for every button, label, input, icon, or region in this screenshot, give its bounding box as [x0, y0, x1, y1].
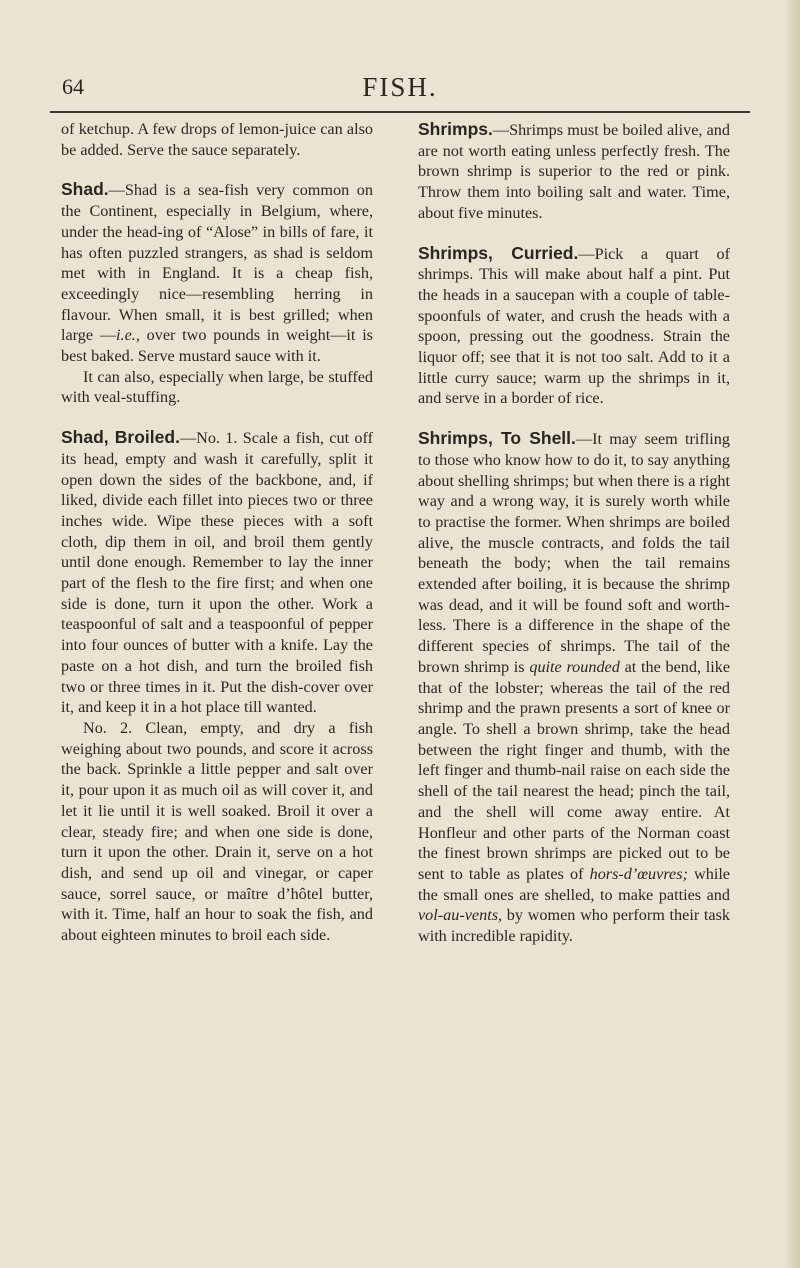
- entry-shrimps-curried: [418, 243, 730, 410]
- page-number: 64: [62, 74, 84, 99]
- entry-text: —Shad is a sea-fish very common on the Continent, especially in Belgium, where, under the head-ing of “Alose” in bills of fare, it has often puzzled strangers, as shad is seldom met with in England. It is a cheap fish, exceedingly nice—resembling herring in flavour. When small, it is best grilled; when large —: [61, 181, 373, 345]
- entry-text: at the bend, like that of the lobster; whereas the tail of the red shrimp and the prawn presents a sort of knee or angle. To shell a brown shrimp, take the head between the right finger and thumb, with the left finger and thumb-nail raise on each side the shell of the tail nearest the head; pinch the tail, and the shell will come away entire. At Honfleur and other parts of the Norman coast the finest brown shrimps are picked out to be sent to table as plates of: [418, 657, 731, 883]
- entry-text: , over two pounds in weight—it is best baked. Serve mustard sauce with it.: [61, 326, 373, 366]
- right-column: [418, 119, 730, 947]
- continuation-paragraph: of ketchup. A few drops of lemon-juice can also be added. Serve the sauce separately.: [61, 120, 373, 159]
- italic-text: quite rounded: [529, 657, 620, 676]
- headword: Shrimps, To Shell.: [418, 428, 576, 449]
- page-header: [50, 72, 750, 106]
- headword: Shrimps, Curried.: [418, 242, 579, 263]
- entry-text: —Shrimps must be boiled alive, and are not worth eating unless perfectly fresh. The brown shrimp is superior to the red or pink. Throw them into boiling salt and water. Time, about five minutes.: [418, 121, 730, 222]
- headword: Shrimps.: [418, 119, 493, 139]
- italic-text: hors-d’œuvres;: [589, 864, 688, 883]
- entry-paragraph: It can also, especially when large, be stuffed with veal-stuffing.: [61, 367, 373, 407]
- entry-paragraph: No. 2. Clean, empty, and dry a fish weighing about two pounds, and score it across the back. Sprinkle a little pepper and salt over it, pour upon it as much oil as will cover it, and let it lie until it is well soaked. Broil it over a clear, steady fire; and when one side is done, turn it upon the other. Drain it, serve on a hot dish, and send up oil and vinegar, or caper sauce, sorrel sauce, or maître d’hôtel butter, with it. Time, half an hour to soak the fish, and about eighteen minutes to broil each side.: [61, 718, 373, 945]
- running-title: FISH.: [362, 72, 438, 102]
- entry-text: —No. 1. Scale a fish, cut off its head, empty and wash it carefully, split it open down the sides of the backbone, and, if liked, divide each fillet into pieces two or three inches wide. Wipe these pieces with a soft cloth, dip them in oil, and broil them gently until done enough. Remember to lay the inner part of the flesh to the fire first; and when one side is done, turn it upon the other. Work a teaspoonful of salt and a teaspoonful of pepper into four ounces of butter with a knife. Lay the paste on a hot dish, and turn the broiled fish two or three times in it. Put the dish-cover over it, and keep it in a hot place till wanted.: [61, 429, 373, 717]
- headword: Shad, Broiled.: [61, 427, 180, 448]
- entry-text: by women who perform their task with incredible rapidity.: [418, 906, 731, 946]
- page-edge: [784, 0, 800, 1268]
- entry-shrimps: [418, 119, 730, 224]
- left-column: [61, 119, 373, 946]
- entry-shad-broiled: [61, 427, 373, 946]
- entry-shrimps-to-shell: [418, 428, 730, 947]
- italic-text: vol-au-vents,: [418, 906, 503, 925]
- entry-text: —Pick a quart of shrimps. This will make about half a pint. Put the heads in a saucepan with a couple of table-spoonfuls of water, and crush the heads with a spoon, pressing out the goodness. Strain the liquor off; see that it is not too salt. Add to it a little curry sauce; warm up the shrimps in it, and serve in a border of rice.: [418, 244, 730, 408]
- italic-text: i.e.: [116, 326, 136, 345]
- headword: Shad.: [61, 179, 109, 200]
- header-rule: [50, 111, 750, 113]
- entry-text: while the small ones are shelled, to make patties and: [418, 864, 730, 904]
- entry-shad: [61, 179, 373, 408]
- entry-text: —It may seem trifling to those who know how to do it, to say anything about shelling shrimps; but when there is a right way and a wrong way, it is surely worth while to practise the former. When shrimps are boiled alive, the muscle contracts, and folds the tail beneath the body; when the tail remains extended after boiling, it is because the shrimp was dead, and it will be found soft and worth-less. There is a difference in the shape of the different species of shrimps. The tail of the brown shrimp is: [418, 430, 731, 676]
